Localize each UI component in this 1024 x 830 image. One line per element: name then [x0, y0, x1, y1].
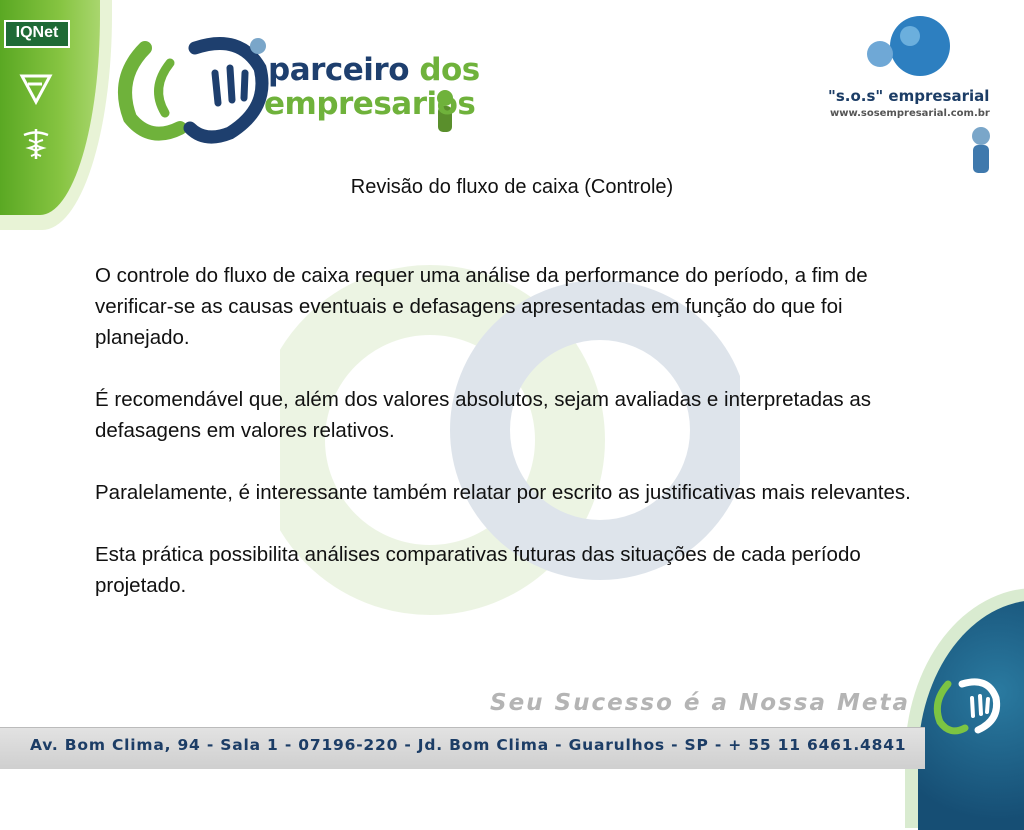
- paragraph-2: É recomendável que, além dos valores absolutos, sejam avaliadas e interpretadas as defasagens em valores relativos.: [95, 388, 872, 442]
- sos-logo-url: www.sosempresarial.com.br: [830, 108, 990, 119]
- caduceus-icon: [18, 126, 54, 162]
- logo-text-empresarios: empresarios: [264, 86, 476, 122]
- sos-logo-title: "s.o.s" empresarial: [828, 87, 990, 105]
- check-triangle-icon: [18, 70, 54, 106]
- paragraph-1: O controle do fluxo de caixa requer uma análise da performance do período, a fim de verificar-se as causas eventuais e defasagens apresentadas em função do que foi planejado.: [95, 264, 868, 349]
- tagline: Seu Sucesso é a Nossa Meta: [490, 690, 910, 716]
- logo-word-dos: dos: [419, 52, 480, 88]
- logo-text-parceiro: [268, 52, 480, 88]
- logo-word-parceiro: parceiro: [268, 52, 410, 88]
- footer-address: Av. Bom Clima, 94 - Sala 1 - 07196-220 - Jd. Bom Clima - Guarulhos - SP - + 55 11 6461.4841: [30, 736, 907, 754]
- footer-logo-icon: [930, 672, 1005, 742]
- slide-body: [95, 260, 915, 632]
- iqnet-badge: IQNet: [4, 20, 70, 48]
- slide-title: Revisão do fluxo de caixa (Controle): [350, 176, 674, 198]
- paragraph-4: Esta prática possibilita análises comparativas futuras das situações de cada período projetado.: [95, 543, 861, 597]
- paragraph-3: Paralelamente, é interessante também relatar por escrito as justificativas mais relevantes.: [95, 481, 911, 504]
